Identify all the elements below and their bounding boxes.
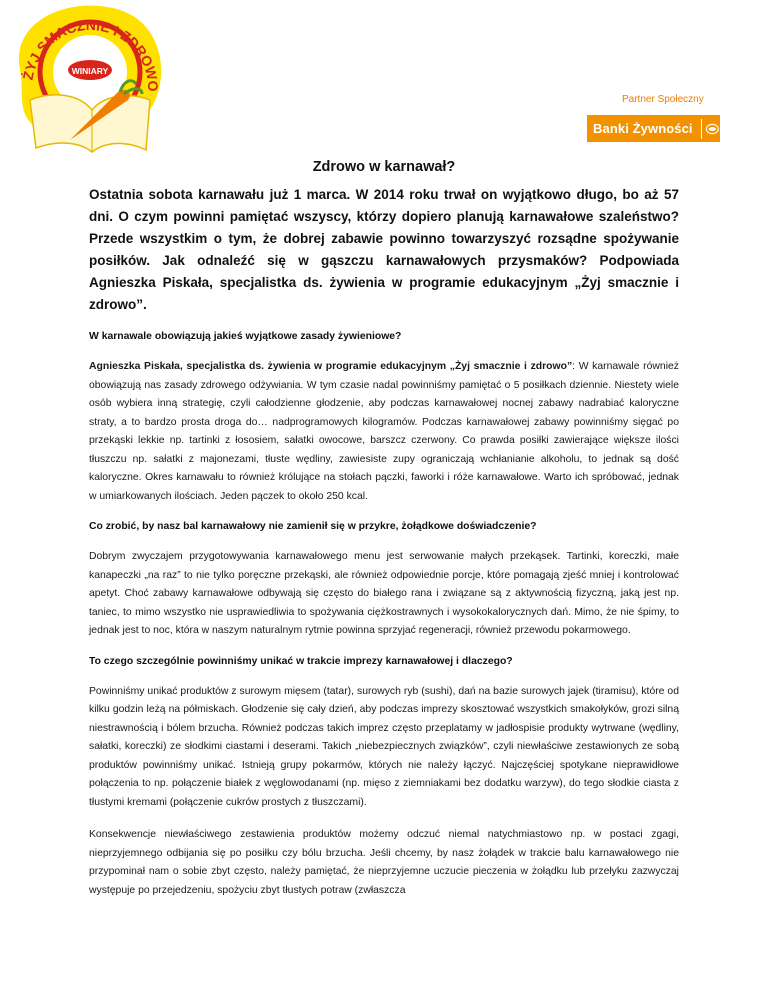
zyj-smacznie-logo [0,0,170,160]
article-title: Zdrowo w karnawał? [312,159,456,175]
closing-paragraph: Konsekwencje niewłaściwego zestawienia produktów możemy odczuć niemal natychmiastowo np. w postaci zgagi, nieprzyjemnego odbijania się po posiłku czy bólu brzucha. Jeśli chcemy, by nasz żołądek w trakcie balu karnawałowego nie przypominał nam o sobie zbyt często, należy pamiętać, że nieprzyjemne uczucie pieczenia w żołądku lub przełyku zazwyczaj występuje po przejedzeniu, spożyciu zbyt tłustych potraw (zwłaszcza [89,829,679,896]
banki-zywnosci-logo-text: Banki Żywności [593,121,693,136]
svg-text:ŻYJ SMACZNIE I ZDROWO [20,17,162,92]
article-lead: Ostatnia sobota karnawału już 1 marca. W 2014 roku trwał on wyjątkowo długo, bo aż 57 dni. O czym powinni pamiętać wszyscy, którzy dopiero planują karnawałowe szaleństwo? Przede wszystkim o tym, że dobrej zabawie powinno towarzyszyć rozsądne spożywanie posiłków. Jak odnaleźć się w gąszczu karnawałowych przysmaków? Podpowiada Agnieszka Piskała, specjalistka ds. żywienia w programie edukacyjnym „Żyj smacznie i zdrowo”. [89,187,679,312]
answer-2: Dobrym zwyczajem przygotowywania karnawałowego menu jest serwowanie małych przekąsek. Tartinki, koreczki, małe kanapeczki „na raz” to nie tylko poręczne przekąski, ale również odpowiednie porcje, które pomagają zjeść mniej i kontrolować apetyt. Choć zabawy karnawałowe odbywają się często do białego rana i związane są z aktywnością fizyczną, jaką jest np. taniec, to mimo wszystko nie usprawiedliwia to spożywania ciężkostrawnych i wysokokalorycznych dań. Mimo, że nie śpimy, to jednak jest to noc, która w naszym naturalnym rytmie powinna sprzyjać regeneracji, również przewodu pokarmowego. [89,551,679,636]
answer-1-text: : W karnawale również obowiązują nas zasady zdrowego odżywiania. W tym czasie nadal powinniśmy pamiętać o 5 posiłkach dziennie. Niestety wiele osób wybiera inną strategię, czyli całodzienne głodzenie, aby podczas karnawałowej nocnej zabawy nadrabiać kaloryczne straty, a to bardzo prosta droga do… nadprogramowych kilogramów. Podczas karnawałowej zabawy powinniśmy sięgać po przekąski lekkie np. tartinki z łososiem, sałatki owocowe, barszcz czerwony. Co prawda posiłki zawierające większe ilości tłuszczu np. sałatki z majonezami, tłuste wędliny, zawiesiste zupy ograniczają wchłanianie alkoholu, to jednak są dość kaloryczne. Okres karnawału to również królujące na stołach pączki, faworki i róże karnawałowe. Warto ich spróbować, jednak w umiarkowanych ilościach. Jeden pączek to około 250 kcal. [89,361,679,502]
food-bank-icon [705,120,720,138]
article-body [89,184,679,914]
answer-1-speaker: Agnieszka Piskała, specjalistka ds. żywienia w programie edukacyjnym „Żyj smacznie i zdrowo” [89,361,573,372]
answer-3: Powinniśmy unikać produktów z surowym mięsem (tatar), surowych ryb (sushi), dań na bazie surowych jajek (tiramisu), które od kilku godzin leżą na półmiskach. Głodzenie się cały dzień, aby podczas imprezy skosztować wszystkich smakołyków, grozi silną niestrawnością i bólem brzucha. Również podczas takich imprez często przeplatamy w jadłospisie produkty wytrwane (wędliny, sałatki, koreczki) ze słodkimi ciastami i deserami. Takich „niebezpiecznych związków”, czyli niewłaściwe zestawionych ze sobą produktów powinniśmy unikać. Istnieją grupy pokarmów, których nie należy łączyć. Najczęściej spotykane nieprawidłowe połączenia to np. połączenie białek z węglowodanami (np. mięso z ziemniakami bez dodatku warzyw), do tego słodkie ciasta z tłustymi kremami (połączenie cukrów prostych z tłuszczami). [89,685,679,808]
question-1: W karnawale obowiązują jakieś wyjątkowe zasady żywieniowe? [89,331,402,342]
partner-label: Partner Społeczny [622,94,704,105]
logo-divider [701,119,702,139]
logo-ring-text: ŻYJ SMACZNIE I ZDROWO [19,16,162,92]
logo-brand-text: WINIARY [71,66,109,76]
question-3: To czego szczególnie powinniśmy unikać w trakcie imprezy karnawałowej i dlaczego? [89,655,513,667]
question-2: Co zrobić, by nasz bal karnawałowy nie zamienił się w przykre, żołądkowe doświadczenie? [89,521,537,532]
answer-1 [89,358,679,506]
banki-zywnosci-logo [587,115,720,142]
